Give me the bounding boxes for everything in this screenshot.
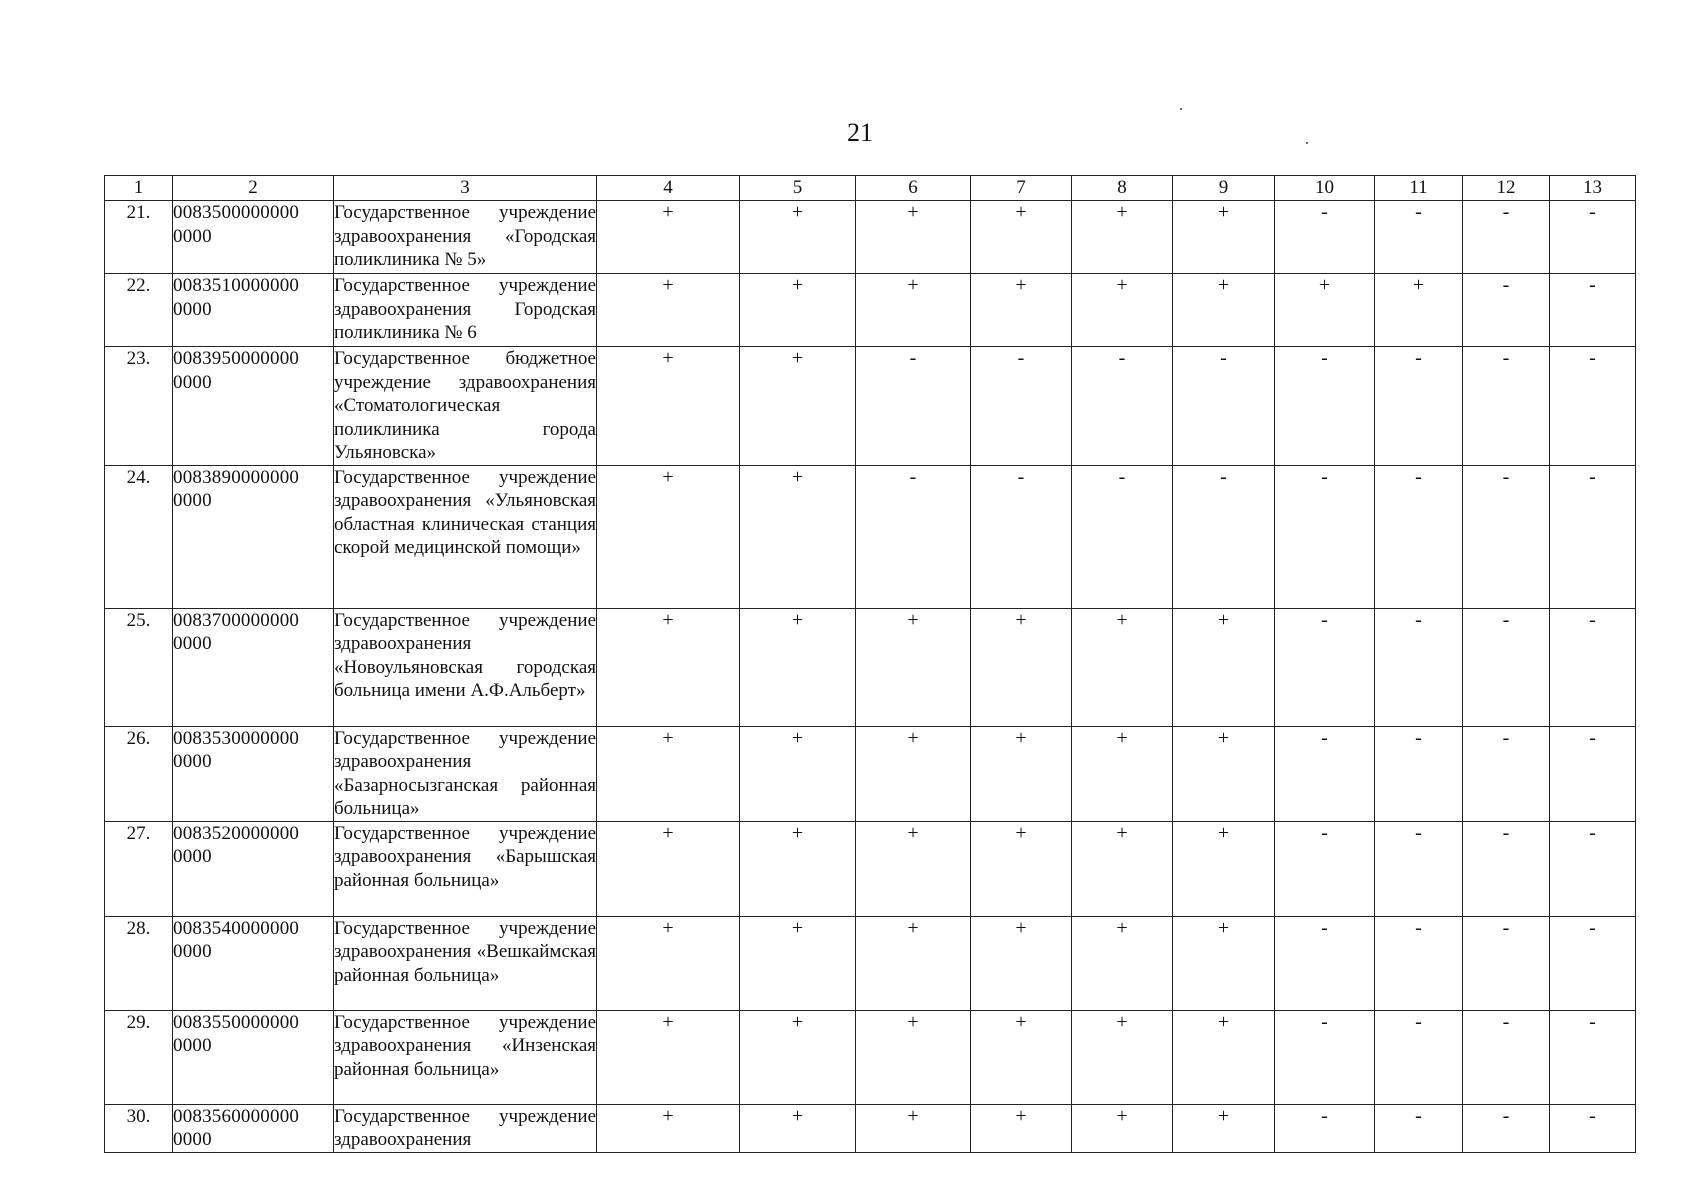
- column-header-11: 11: [1375, 176, 1463, 201]
- mark-col-8: -: [1072, 465, 1173, 608]
- mark-col-9: +: [1173, 726, 1275, 821]
- mark-col-5: +: [740, 726, 856, 821]
- mark-col-7: -: [971, 347, 1072, 466]
- mark-col-4: +: [597, 1010, 740, 1104]
- organization-name: Государственное бюджетное учреждение здравоохранения «Стоматологическая поликлиника города Ульяновска»: [334, 348, 596, 463]
- table-row: [105, 608, 1636, 726]
- row-number: 30.: [105, 1104, 173, 1152]
- registry-code: 0083550000000 0000: [173, 1010, 334, 1104]
- mark-col-9: -: [1173, 465, 1275, 608]
- registry-code: 0083500000000 0000: [173, 201, 334, 274]
- table-row: [105, 1104, 1636, 1152]
- table-body: [105, 201, 1636, 1153]
- mark-col-5: +: [740, 274, 856, 347]
- column-header-2: 2: [173, 176, 334, 201]
- register-table: [104, 175, 1636, 1153]
- column-header-5: 5: [740, 176, 856, 201]
- table-row: [105, 274, 1636, 347]
- column-header-3: 3: [334, 176, 597, 201]
- mark-col-12: -: [1463, 916, 1550, 1010]
- registry-code: 0083700000000 0000: [173, 608, 334, 726]
- mark-col-5: +: [740, 1010, 856, 1104]
- organization-name: Государственное учреждение здравоохранения «Ульяновская областная клиническая станция скорой медицинской помощи»: [334, 465, 597, 608]
- column-header-4: 4: [597, 176, 740, 201]
- registry-code: 0083890000000 0000: [173, 465, 334, 608]
- row-number: 27.: [105, 821, 173, 916]
- row-number: 23.: [105, 347, 173, 466]
- mark-col-9: +: [1173, 916, 1275, 1010]
- mark-col-5: +: [740, 201, 856, 274]
- mark-col-6: +: [856, 274, 971, 347]
- organization-name: Государственное учреждение здравоохранения «Городская поликлиника № 5»: [334, 201, 597, 274]
- column-header-row: [105, 176, 1636, 201]
- organization-name: Государственное учреждение здравоохранения «Новоульяновская городская больница имени А.Ф.Альберт»: [334, 608, 597, 726]
- row-number: 29.: [105, 1010, 173, 1104]
- organization-name: Государственное учреждение здравоохранения «Вешкаймская районная больница»: [334, 916, 597, 1010]
- mark-col-12: -: [1463, 201, 1550, 274]
- mark-col-8: +: [1072, 916, 1173, 1010]
- mark-col-13: -: [1550, 347, 1636, 466]
- mark-col-8: +: [1072, 726, 1173, 821]
- mark-col-13: -: [1550, 821, 1636, 916]
- mark-col-12: -: [1463, 1010, 1550, 1104]
- mark-col-13: -: [1550, 608, 1636, 726]
- mark-col-10: -: [1275, 608, 1375, 726]
- mark-col-6: +: [856, 1010, 971, 1104]
- mark-col-9: +: [1173, 274, 1275, 347]
- mark-col-10: -: [1275, 465, 1375, 608]
- mark-col-11: -: [1375, 201, 1463, 274]
- registry-code: 0083510000000 0000: [173, 274, 334, 347]
- mark-col-8: -: [1072, 347, 1173, 466]
- table-row: [105, 726, 1636, 821]
- registry-code: 0083530000000 0000: [173, 726, 334, 821]
- table-row: [105, 201, 1636, 274]
- mark-col-12: -: [1463, 274, 1550, 347]
- page-number: 21: [847, 118, 873, 147]
- registry-code: 0083560000000 0000: [173, 1104, 334, 1152]
- column-header-10: 10: [1275, 176, 1375, 201]
- mark-col-5: +: [740, 608, 856, 726]
- row-number: 25.: [105, 608, 173, 726]
- mark-col-7: +: [971, 916, 1072, 1010]
- row-number: 21.: [105, 201, 173, 274]
- table-row: [105, 916, 1636, 1010]
- mark-col-6: -: [856, 347, 971, 466]
- mark-col-9: +: [1173, 1104, 1275, 1152]
- mark-col-10: -: [1275, 347, 1375, 466]
- mark-col-11: -: [1375, 465, 1463, 608]
- row-number: 26.: [105, 726, 173, 821]
- mark-col-12: -: [1463, 1104, 1550, 1152]
- mark-col-10: -: [1275, 821, 1375, 916]
- mark-col-11: -: [1375, 347, 1463, 466]
- mark-col-6: +: [856, 821, 971, 916]
- mark-col-13: -: [1550, 1104, 1636, 1152]
- mark-col-12: -: [1463, 821, 1550, 916]
- mark-col-11: -: [1375, 726, 1463, 821]
- mark-col-12: -: [1463, 608, 1550, 726]
- mark-col-6: +: [856, 726, 971, 821]
- mark-col-4: +: [597, 1104, 740, 1152]
- mark-col-6: -: [856, 465, 971, 608]
- mark-col-11: -: [1375, 1104, 1463, 1152]
- table-row: [105, 1010, 1636, 1104]
- organization-name: Государственное учреждение здравоохранения «Барышская районная больница»: [334, 821, 597, 916]
- mark-col-13: -: [1550, 465, 1636, 608]
- column-header-12: 12: [1463, 176, 1550, 201]
- organization-name: Государственное учреждение здравоохранения «Базарносызганская районная больница»: [334, 727, 596, 819]
- mark-col-10: -: [1275, 916, 1375, 1010]
- organization-name: Государственное учреждение здравоохранения Городская поликлиника № 6: [334, 274, 597, 347]
- column-header-6: 6: [856, 176, 971, 201]
- mark-col-9: +: [1173, 1010, 1275, 1104]
- mark-col-7: +: [971, 821, 1072, 916]
- organization-name: Государственное учреждение здравоохранения: [334, 1105, 596, 1150]
- mark-col-11: -: [1375, 1010, 1463, 1104]
- column-header-8: 8: [1072, 176, 1173, 201]
- mark-col-9: -: [1173, 347, 1275, 466]
- mark-col-8: +: [1072, 201, 1173, 274]
- mark-col-7: +: [971, 726, 1072, 821]
- mark-col-4: +: [597, 726, 740, 821]
- mark-col-8: +: [1072, 1010, 1173, 1104]
- mark-col-13: -: [1550, 274, 1636, 347]
- mark-col-7: +: [971, 201, 1072, 274]
- row-number: 24.: [105, 465, 173, 608]
- mark-col-10: -: [1275, 201, 1375, 274]
- mark-col-8: +: [1072, 821, 1173, 916]
- mark-col-9: +: [1173, 608, 1275, 726]
- scan-speck: [1180, 108, 1182, 110]
- column-header-13: 13: [1550, 176, 1636, 201]
- registry-code: 0083540000000 0000: [173, 916, 334, 1010]
- mark-col-10: -: [1275, 726, 1375, 821]
- mark-col-5: +: [740, 347, 856, 466]
- mark-col-9: +: [1173, 201, 1275, 274]
- column-header-7: 7: [971, 176, 1072, 201]
- mark-col-4: +: [597, 916, 740, 1010]
- mark-col-7: +: [971, 1104, 1072, 1152]
- scan-speck: [1306, 142, 1308, 144]
- mark-col-12: -: [1463, 347, 1550, 466]
- mark-col-13: -: [1550, 726, 1636, 821]
- mark-col-4: +: [597, 347, 740, 466]
- table-row: [105, 347, 1636, 466]
- mark-col-8: +: [1072, 1104, 1173, 1152]
- mark-col-10: -: [1275, 1104, 1375, 1152]
- mark-col-13: -: [1550, 201, 1636, 274]
- mark-col-7: +: [971, 608, 1072, 726]
- mark-col-13: -: [1550, 916, 1636, 1010]
- row-number: 22.: [105, 274, 173, 347]
- table-row: [105, 821, 1636, 916]
- mark-col-8: +: [1072, 274, 1173, 347]
- mark-col-8: +: [1072, 608, 1173, 726]
- row-number: 28.: [105, 916, 173, 1010]
- mark-col-10: -: [1275, 1010, 1375, 1104]
- mark-col-5: +: [740, 465, 856, 608]
- mark-col-11: -: [1375, 821, 1463, 916]
- mark-col-6: +: [856, 1104, 971, 1152]
- mark-col-11: +: [1375, 274, 1463, 347]
- mark-col-7: -: [971, 465, 1072, 608]
- mark-col-10: +: [1275, 274, 1375, 347]
- mark-col-9: +: [1173, 821, 1275, 916]
- mark-col-11: -: [1375, 608, 1463, 726]
- mark-col-5: +: [740, 821, 856, 916]
- registry-code: 0083520000000 0000: [173, 821, 334, 916]
- mark-col-4: +: [597, 465, 740, 608]
- registry-code: 0083950000000 0000: [173, 347, 334, 466]
- table-row: [105, 465, 1636, 608]
- mark-col-7: +: [971, 1010, 1072, 1104]
- column-header-1: 1: [105, 176, 173, 201]
- mark-col-5: +: [740, 1104, 856, 1152]
- mark-col-6: +: [856, 608, 971, 726]
- mark-col-4: +: [597, 608, 740, 726]
- column-header-9: 9: [1173, 176, 1275, 201]
- mark-col-4: +: [597, 274, 740, 347]
- organization-name: Государственное учреждение здравоохранения «Инзенская районная больница»: [334, 1010, 597, 1104]
- mark-col-6: +: [856, 916, 971, 1010]
- mark-col-12: -: [1463, 726, 1550, 821]
- mark-col-12: -: [1463, 465, 1550, 608]
- mark-col-6: +: [856, 201, 971, 274]
- mark-col-4: +: [597, 201, 740, 274]
- mark-col-7: +: [971, 274, 1072, 347]
- mark-col-11: -: [1375, 916, 1463, 1010]
- mark-col-4: +: [597, 821, 740, 916]
- mark-col-13: -: [1550, 1010, 1636, 1104]
- mark-col-5: +: [740, 916, 856, 1010]
